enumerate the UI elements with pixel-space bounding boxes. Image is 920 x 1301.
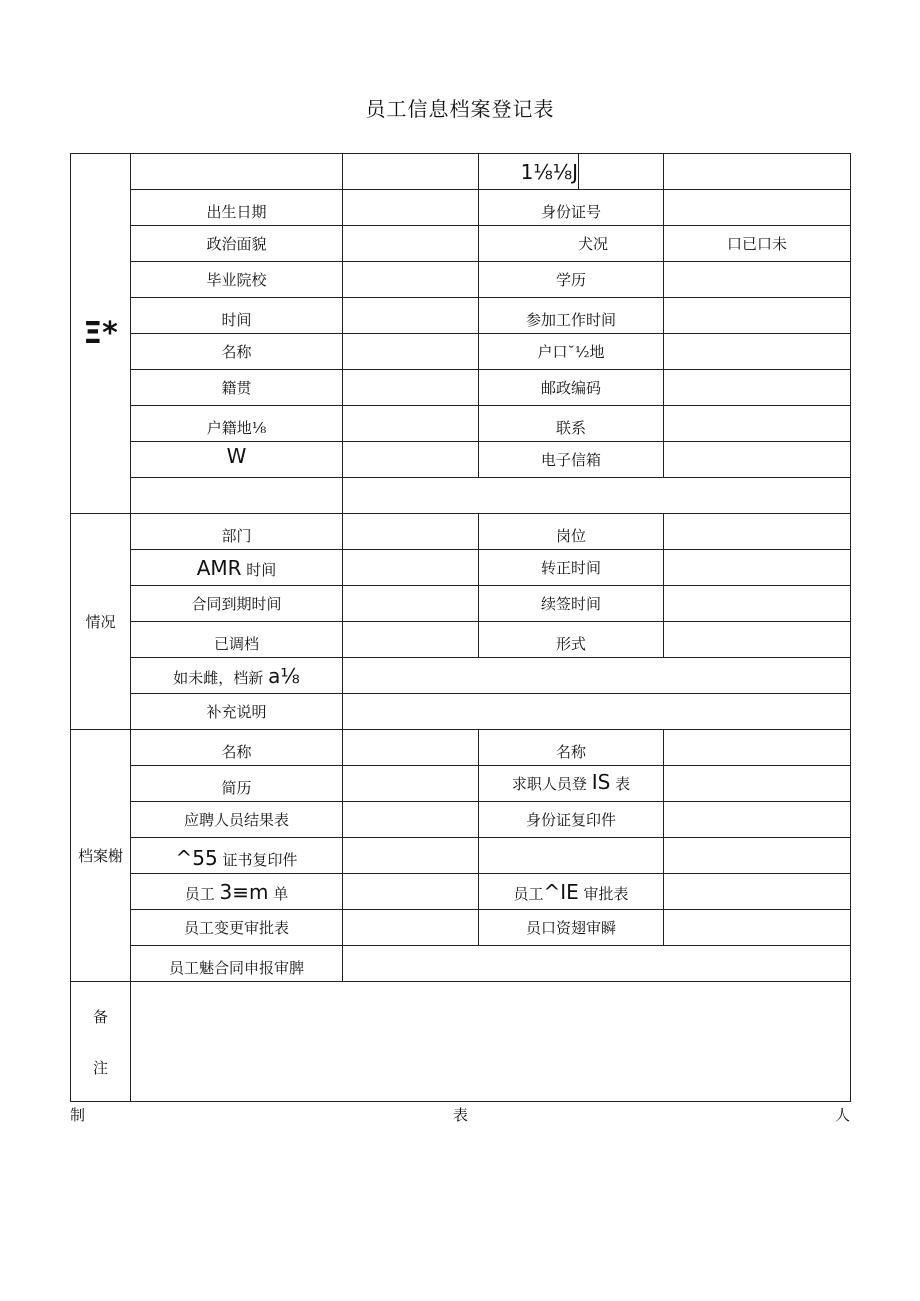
not-transferred-label: 如未雌，档新 a⅛ (131, 658, 343, 694)
marital-options[interactable]: 口已口未 (664, 226, 851, 262)
cell-blank[interactable] (131, 154, 343, 190)
cell-value[interactable] (343, 154, 479, 190)
footer (70, 1104, 850, 1126)
change-approve-label: 员工变更审批表 (131, 910, 343, 946)
resume-value[interactable] (343, 766, 479, 802)
footer-zhi: 制 (70, 1106, 86, 1124)
staff-form-label: 员工 3≡m 单 (131, 874, 343, 910)
native-label: 籍贯 (131, 370, 343, 406)
time-label: 时间 (131, 298, 343, 334)
time-value[interactable] (343, 298, 479, 334)
salary-approve-label: 员口资翅审瞬 (479, 910, 664, 946)
post-label: 岗位 (479, 514, 664, 550)
archive-name-left-label: 名称 (131, 730, 343, 766)
section-work-label: 情况 (71, 514, 131, 730)
supplement-label: 补充说明 (131, 694, 343, 730)
cert-copy-label: ^55 证书复印件 (131, 838, 343, 874)
cell-value[interactable] (664, 838, 851, 874)
work-start-value[interactable] (664, 298, 851, 334)
resume-label: 简历 (131, 766, 343, 802)
contract-end-value[interactable] (343, 586, 479, 622)
hukou-place-value[interactable] (664, 334, 851, 370)
archive-name-right-value[interactable] (664, 730, 851, 766)
marital-label: 犬况 (479, 226, 664, 262)
amr-time-value[interactable] (343, 550, 479, 586)
cell-value[interactable] (579, 154, 664, 190)
form-value[interactable] (664, 622, 851, 658)
supplement-value[interactable] (343, 694, 851, 730)
id-number-value[interactable] (664, 190, 851, 226)
native-value[interactable] (343, 370, 479, 406)
political-value[interactable] (343, 226, 479, 262)
postal-label: 邮政编码 (479, 370, 664, 406)
applicant-reg-label: 求职人员登 IS 表 (479, 766, 664, 802)
birth-date-label: 出生日期 (131, 190, 343, 226)
change-approve-value[interactable] (343, 910, 479, 946)
contract-approve-value[interactable] (343, 946, 851, 982)
name-value[interactable] (343, 334, 479, 370)
w-value[interactable] (343, 442, 479, 478)
staff-form-value[interactable] (343, 874, 479, 910)
renew-time-label: 续签时间 (479, 586, 664, 622)
id-number-label: 身份证号 (479, 190, 664, 226)
salary-approve-value[interactable] (664, 910, 851, 946)
section-remark-label: 备 注 (71, 982, 131, 1102)
name-label: 名称 (131, 334, 343, 370)
dept-value[interactable] (343, 514, 479, 550)
staff-approve-label: 员工^IE 审批表 (479, 874, 664, 910)
archive-name-right-label: 名称 (479, 730, 664, 766)
cell-blank[interactable] (479, 838, 664, 874)
contract-approve-label: 员工魅合同申报审脾 (131, 946, 343, 982)
transferred-value[interactable] (343, 622, 479, 658)
cell-wide-value[interactable] (343, 478, 851, 514)
registration-table (70, 153, 851, 1102)
work-start-label: 参加工作时间 (479, 298, 664, 334)
contact-value[interactable] (664, 406, 851, 442)
interview-result-value[interactable] (343, 802, 479, 838)
id-copy-label: 身份证复印件 (479, 802, 664, 838)
regular-time-label: 转正时间 (479, 550, 664, 586)
footer-ren: 人 (834, 1106, 850, 1124)
not-transferred-value[interactable] (343, 658, 851, 694)
dept-label: 部门 (131, 514, 343, 550)
hukou-place-label: 户口˘½地 (479, 334, 664, 370)
postal-value[interactable] (664, 370, 851, 406)
staff-approve-value[interactable] (664, 874, 851, 910)
school-label: 毕业院校 (131, 262, 343, 298)
contact-label: 联系 (479, 406, 664, 442)
section-archive-label: 档案榭 (71, 730, 131, 982)
email-label: 电子信箱 (479, 442, 664, 478)
photo-label: 1⅛⅛J (479, 154, 579, 190)
cell-value[interactable] (664, 154, 851, 190)
cert-copy-value[interactable] (343, 838, 479, 874)
school-value[interactable] (343, 262, 479, 298)
applicant-reg-value[interactable] (664, 766, 851, 802)
education-value[interactable] (664, 262, 851, 298)
education-label: 学历 (479, 262, 664, 298)
amr-time-label: AMR 时间 (131, 550, 343, 586)
post-value[interactable] (664, 514, 851, 550)
transferred-label: 已调档 (131, 622, 343, 658)
renew-time-value[interactable] (664, 586, 851, 622)
form-title: 员工信息档案登记表 (365, 97, 555, 121)
interview-result-label: 应聘人员结果表 (131, 802, 343, 838)
remark-value[interactable] (131, 982, 851, 1102)
hukou-addr-label: 户籍地⅛ (131, 406, 343, 442)
w-label: W (131, 442, 343, 478)
section-basic-label: Ξ* (71, 154, 131, 514)
cell-blank[interactable] (131, 478, 343, 514)
email-value[interactable] (664, 442, 851, 478)
form-label: 形式 (479, 622, 664, 658)
political-label: 政治面貌 (131, 226, 343, 262)
contract-end-label: 合同到期时间 (131, 586, 343, 622)
regular-time-value[interactable] (664, 550, 851, 586)
birth-date-value[interactable] (343, 190, 479, 226)
id-copy-value[interactable] (664, 802, 851, 838)
footer-biao: 表 (453, 1106, 469, 1124)
archive-name-left-value[interactable] (343, 730, 479, 766)
hukou-addr-value[interactable] (343, 406, 479, 442)
